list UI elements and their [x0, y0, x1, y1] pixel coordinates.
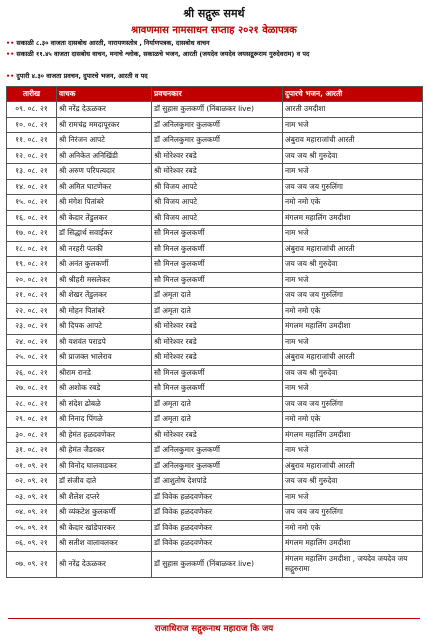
- cell-bhajan: नाम भजे: [283, 226, 423, 242]
- cell-speaker: श्री विजय आपटे: [152, 179, 283, 195]
- cell-speaker: श्री मोरेश्वर रबडे: [152, 350, 283, 366]
- cell-bhajan: अंबुराव महाराजांची आरती: [283, 133, 423, 149]
- table-row: [7, 179, 423, 195]
- cell-date: ०२. ०९. २१: [7, 474, 57, 490]
- table-row: [7, 303, 423, 319]
- cell-speaker: डॉ आशुतोष देशपांडे: [152, 474, 283, 490]
- cell-speaker: श्री विजय आपटे: [152, 195, 283, 211]
- cell-speaker: डॉ अमृता दाते: [152, 412, 283, 428]
- cell-reader: श्री व्यंकटेश कुलकर्णी: [57, 505, 152, 521]
- cell-reader: श्री नरहरी पतकी: [57, 241, 152, 257]
- table-row: [7, 319, 423, 335]
- cell-reader: श्री रामचंद्र ममदापूरकर: [57, 117, 152, 133]
- cell-reader: श्री संदेश ढोबळे: [57, 396, 152, 412]
- cell-speaker: सौ मिनल कुलकर्णी: [152, 257, 283, 273]
- cell-date: १७. ०८. २१: [7, 226, 57, 242]
- cell-bhajan: मंगलम महालिंग उमदीशा: [283, 427, 423, 443]
- cell-reader: श्री मोहन पितांबरे: [57, 303, 152, 319]
- cell-speaker: डॉ विवेक हळदवणेकर: [152, 520, 283, 536]
- table-row: [7, 288, 423, 304]
- cell-reader: श्री श्रीहरी मसलेकर: [57, 272, 152, 288]
- cell-bhajan: नाम भजे: [283, 334, 423, 350]
- cell-date: २१. ०८. २१: [7, 288, 57, 304]
- cell-reader: श्री शेखर तेंडुलकर: [57, 288, 152, 304]
- cell-bhajan: मंगलम महालिंग उमदीशा: [283, 210, 423, 226]
- cell-bhajan: अंबुराव महाराजांची आरती: [283, 350, 423, 366]
- cell-date: १६. ०८. २१: [7, 210, 57, 226]
- cell-date: ०७. ०९. २१: [7, 551, 57, 577]
- cell-speaker: डॉ अनिलकुमार कुलकर्णी: [152, 443, 283, 459]
- cell-date: २४. ०८. २१: [7, 334, 57, 350]
- cell-bhajan: अंबुराव महाराजांची आरती: [283, 458, 423, 474]
- cell-date: ०५. ०९. २१: [7, 520, 57, 536]
- table-row: [7, 458, 423, 474]
- cell-date: २२. ०८. २१: [7, 303, 57, 319]
- table-row: [7, 505, 423, 521]
- cell-bhajan: नाम भजे: [283, 164, 423, 180]
- cell-reader: श्री निनाद पिंगळे: [57, 412, 152, 428]
- cell-bhajan: नमो नमो एके: [283, 412, 423, 428]
- cell-bhajan: जय जय श्री गुरुदेवा: [283, 474, 423, 490]
- cell-date: २६. ०८. २१: [7, 365, 57, 381]
- cell-reader: श्री शैलेश दप्तरे: [57, 489, 152, 505]
- table-row: [7, 427, 423, 443]
- table-row: [7, 536, 423, 552]
- cell-bhajan: नाम भजे: [283, 117, 423, 133]
- page-subtitle: श्रावणमास नामसाधन सप्ताह २०२१ वेळापत्रक: [131, 25, 297, 36]
- table-row: [7, 520, 423, 536]
- cell-date: ३१. ०८. २१: [7, 443, 57, 459]
- table-row: [7, 195, 423, 211]
- cell-reader: श्री केदार तेंडुलकर: [57, 210, 152, 226]
- table-row: [7, 474, 423, 490]
- cell-bhajan: जय जय श्री गुरुदेवा: [283, 365, 423, 381]
- table-row: [7, 148, 423, 164]
- header-bhajan: दुपारचे भजन, आरती: [283, 87, 423, 102]
- cell-reader: श्री निरंजन आपटे: [57, 133, 152, 149]
- cell-reader: श्री अरुण परिपत्यदार: [57, 164, 152, 180]
- table-row: [7, 210, 423, 226]
- cell-date: ०३. ०९. २१: [7, 489, 57, 505]
- cell-speaker: डॉ अनिलकुमार कुलकर्णी: [152, 458, 283, 474]
- cell-date: २५. ०८. २१: [7, 350, 57, 366]
- table-row: [7, 365, 423, 381]
- cell-speaker: श्री मोरेश्वर रबडे: [152, 427, 283, 443]
- cell-speaker: डॉ अनिलकुमार कुलकर्णी: [152, 133, 283, 149]
- table-row: [7, 551, 423, 577]
- cell-reader: श्री हेमंत जैडरकर: [57, 443, 152, 459]
- table-row: [7, 489, 423, 505]
- cell-speaker: सौ मिनल कुलकर्णी: [152, 381, 283, 397]
- cell-reader: श्री सतीश वालावलकर: [57, 536, 152, 552]
- cell-date: ११. ०८. २१: [7, 133, 57, 149]
- cell-speaker: डॉ अनिलकुमार कुलकर्णी: [152, 117, 283, 133]
- cell-reader: डॉ संजीव दाते: [57, 474, 152, 490]
- schedule-line-text: सकाळी ८.३० वाजता दासबोध आरती, नारायणस्तोत्र , निर्याणपत्रक, दासबोध वाचन: [16, 39, 210, 47]
- cell-bhajan: मंगलम महालिंग उमदीशा , जयदेव जयदेव जय सद्गुरुरामा: [283, 551, 423, 577]
- cell-speaker: सौ मिनल कुलकर्णी: [152, 365, 283, 381]
- cell-date: ०६. ०९. २१: [7, 536, 57, 552]
- cell-reader: श्री अशोक रबडे: [57, 381, 152, 397]
- table-row: [7, 412, 423, 428]
- page-title: श्री सद्गुरू समर्थ: [183, 7, 245, 20]
- cell-bhajan: जय जय जय गुरुलिंगा: [283, 179, 423, 195]
- header-date: तारीख: [7, 87, 57, 102]
- cell-bhajan: मंगलम महालिंग उमदीशा: [283, 319, 423, 335]
- cell-reader: डॉ सिद्धार्थ सवाईकर: [57, 226, 152, 242]
- table-row: [7, 350, 423, 366]
- table-row: [7, 226, 423, 242]
- cell-speaker: सौ मिनल कुलकर्णी: [152, 272, 283, 288]
- cell-speaker: सौ मिनल कुलकर्णी: [152, 241, 283, 257]
- cell-bhajan: नमो नमो एके: [283, 195, 423, 211]
- cell-reader: श्री अनंत कुलकर्णी: [57, 257, 152, 273]
- cell-bhajan: जय जय श्री गुरुदेवा: [283, 148, 423, 164]
- bullet-icon: ••: [6, 50, 17, 58]
- cell-bhajan: नमो नमो एके: [283, 303, 423, 319]
- cell-bhajan: जय जय जय गुरुलिंगा: [283, 288, 423, 304]
- schedule-line-text: दुपारी ४.३० वाजता प्रवचन, दुपारचे भजन, आरती व पद: [16, 72, 148, 80]
- cell-date: १०. ०८. २१: [7, 117, 57, 133]
- cell-date: १२. ०८. २१: [7, 148, 57, 164]
- table-row: [7, 241, 423, 257]
- cell-bhajan: नाम भजे: [283, 272, 423, 288]
- cell-speaker: डॉ अमृता दाते: [152, 288, 283, 304]
- table-row: [7, 102, 423, 118]
- cell-reader: श्री दिपक आपटे: [57, 319, 152, 335]
- cell-date: १५. ०८. २१: [7, 195, 57, 211]
- cell-bhajan: जय जय जय गुरुलिंगा: [283, 505, 423, 521]
- cell-bhajan: जय जय जय गुरुलिंगा: [283, 396, 423, 412]
- table-row: [7, 334, 423, 350]
- cell-speaker: डॉ सुहास कुलकर्णी (निंबाळकर live): [152, 551, 283, 577]
- cell-reader: श्री अमित घाटणेकर: [57, 179, 152, 195]
- cell-bhajan: नाम भजे: [283, 489, 423, 505]
- cell-reader: श्री मंगेश पितांबरे: [57, 195, 152, 211]
- cell-reader: श्री केदार खांडेपारकर: [57, 520, 152, 536]
- schedule-line-morning: [6, 39, 424, 47]
- cell-bhajan: अंबुराव महाराजांची आरती: [283, 241, 423, 257]
- schedule-line-noon: [6, 50, 424, 58]
- cell-reader: श्री प्राजक्त भालेराव: [57, 350, 152, 366]
- cell-speaker: सौ मिनल कुलकर्णी: [152, 226, 283, 242]
- cell-reader: श्रीराम रानडे: [57, 365, 152, 381]
- cell-speaker: डॉ विवेक हळदवणेकर: [152, 536, 283, 552]
- bullet-icon: ••: [6, 72, 17, 80]
- header-speaker: प्रवचनकार: [152, 87, 283, 102]
- cell-reader: श्री हेमंत हळदवणेकर: [57, 427, 152, 443]
- cell-bhajan: नाम भजे: [283, 443, 423, 459]
- table-row: [7, 443, 423, 459]
- cell-date: २३. ०८. २१: [7, 319, 57, 335]
- cell-date: २७. ०८. २१: [7, 381, 57, 397]
- cell-bhajan: मंगलम महालिंग उमदीशा: [283, 536, 423, 552]
- table-header-row: [7, 87, 423, 102]
- cell-speaker: श्री मोरेश्वर रबडे: [152, 148, 283, 164]
- cell-date: ०४. ०९. २१: [7, 505, 57, 521]
- cell-date: १३. ०८. २१: [7, 164, 57, 180]
- cell-bhajan: नाम भजे: [283, 381, 423, 397]
- cell-reader: श्री अनिकेत अनिखिंडी: [57, 148, 152, 164]
- table-row: [7, 133, 423, 149]
- table-row: [7, 117, 423, 133]
- cell-date: ०१. ०९. २१: [7, 458, 57, 474]
- schedule-line-afternoon: [6, 72, 424, 80]
- cell-date: १९. ०८. २१: [7, 257, 57, 273]
- cell-date: १८. ०८. २१: [7, 241, 57, 257]
- cell-speaker: डॉ विवेक हळदवणेकर: [152, 505, 283, 521]
- header-reader: वाचक: [57, 87, 152, 102]
- bullet-icon: ••: [6, 39, 17, 47]
- cell-date: १४. ०८. २१: [7, 179, 57, 195]
- cell-speaker: डॉ विवेक हळदवणेकर: [152, 489, 283, 505]
- table-row: [7, 381, 423, 397]
- cell-reader: श्री विनोद घालवाडकर: [57, 458, 152, 474]
- cell-date: २८. ०८. २१: [7, 396, 57, 412]
- table-body: [7, 102, 423, 578]
- table-row: [7, 396, 423, 412]
- cell-bhajan: नमो नमो एके: [283, 520, 423, 536]
- cell-speaker: श्री मोरेश्वर रबडे: [152, 334, 283, 350]
- footer-slogan: राजाधिराज सद्गुरूनाथ महाराज कि जय: [8, 618, 420, 634]
- schedule-table: [6, 86, 423, 578]
- cell-reader: श्री नरेंद्र देऊळकर: [57, 102, 152, 118]
- cell-date: ०९. ०८. २१: [7, 102, 57, 118]
- cell-speaker: डॉ अमृता दाते: [152, 396, 283, 412]
- cell-date: २०. ०८. २१: [7, 272, 57, 288]
- schedule-line-text: सकाळी ११.४५ वाजता दासबोध वाचन, मनाचे श्लोक, सकाळचे भजन, आरती (जयदेव जयदेव जयसद्गुरूराम गुरुदेवराम) व पद: [16, 50, 310, 58]
- cell-speaker: डॉ अमृता दाते: [152, 303, 283, 319]
- table-row: [7, 257, 423, 273]
- cell-speaker: श्री मोरेश्वर रबडे: [152, 319, 283, 335]
- table-row: [7, 272, 423, 288]
- cell-reader: श्री नरेंद्र देऊळकर: [57, 551, 152, 577]
- cell-speaker: डॉ सुहास कुलकर्णी (निंबाळकर live): [152, 102, 283, 118]
- cell-speaker: श्री मोरेश्वर रबडे: [152, 164, 283, 180]
- table-row: [7, 164, 423, 180]
- cell-bhajan: आरती उमदीशा: [283, 102, 423, 118]
- cell-bhajan: जय जय श्री गुरुदेवा: [283, 257, 423, 273]
- cell-speaker: श्री विजय आपटे: [152, 210, 283, 226]
- cell-date: ३०. ०८. २१: [7, 427, 57, 443]
- cell-reader: श्री यशवंत पराडपे: [57, 334, 152, 350]
- cell-date: २९. ०८. २१: [7, 412, 57, 428]
